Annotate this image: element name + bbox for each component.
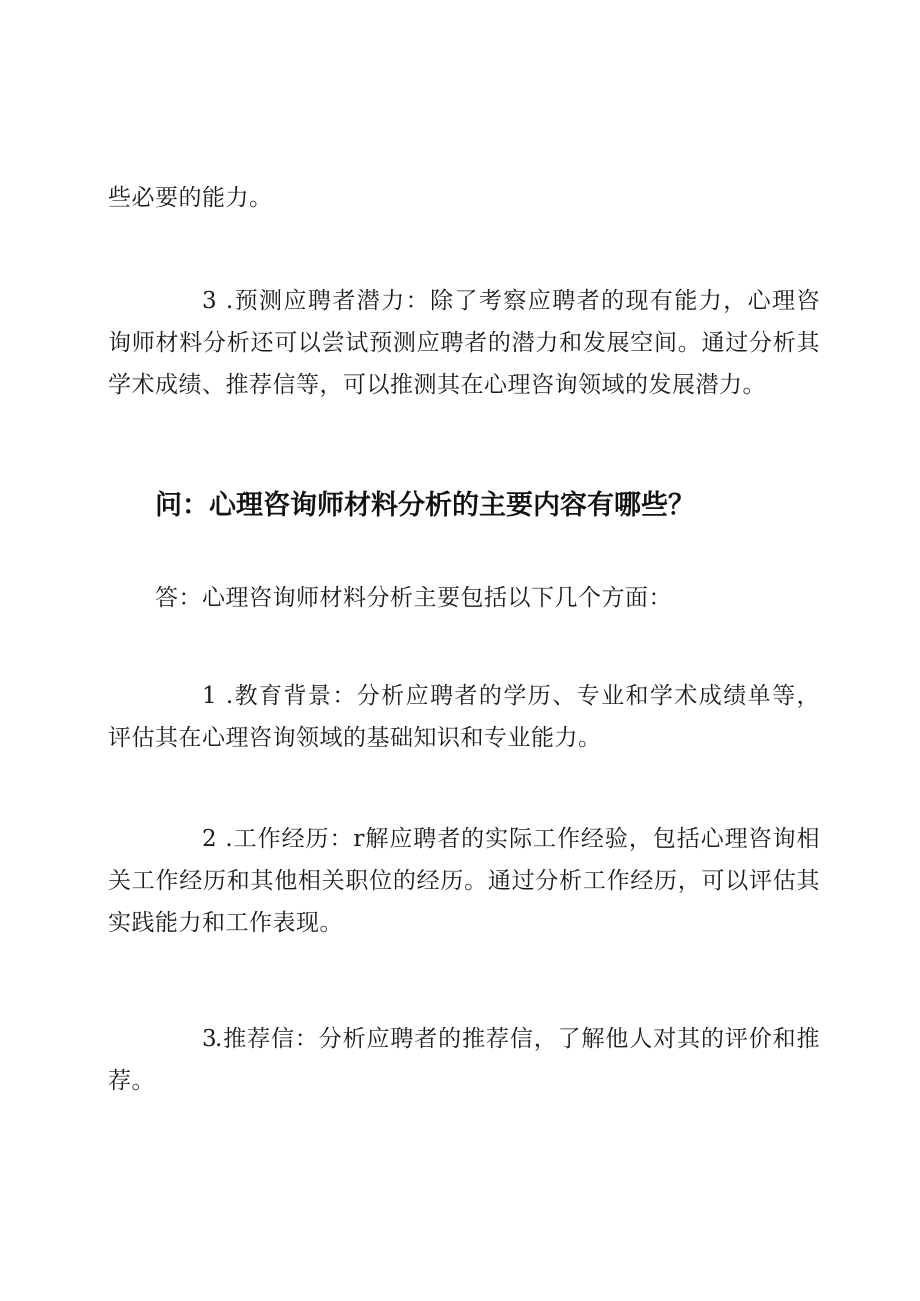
paragraph-text: .工作经历：r解应聘者的实际工作经验，包括心理咨询相关工作经历和其他相关职位的经历。通过分析工作经历，可以评估其实践能力和工作表现。 bbox=[108, 826, 820, 936]
list-number: 2 bbox=[202, 826, 218, 852]
list-item-work-experience bbox=[108, 818, 820, 944]
paragraph-text: 些必要的能力。 bbox=[108, 185, 273, 211]
paragraph-text: .预测应聘者潜力：除了考察应聘者的现有能力，心理咨询师材料分析还可以尝试预测应聘者的潜力和发展空间。通过分析其学术成绩、推荐信等，可以推测其在心理咨询领域的发展潜力。 bbox=[108, 288, 821, 398]
list-item-recommendation bbox=[108, 1018, 820, 1102]
list-number: 3 bbox=[202, 1026, 218, 1052]
paragraph-continuation bbox=[108, 177, 820, 219]
list-item-education bbox=[108, 675, 820, 759]
paragraph-text: .推荐信：分析应聘者的推荐信，了解他人对其的评价和推荐。 bbox=[108, 1026, 820, 1094]
paragraph-potential bbox=[108, 280, 820, 406]
list-number: 3 bbox=[202, 288, 218, 314]
list-number: 1 bbox=[202, 683, 218, 709]
question-heading: 问：心理咨询师材料分析的主要内容有哪些？ bbox=[155, 490, 695, 521]
paragraph-text: 答：心理咨询师材料分析主要包括以下几个方面： bbox=[155, 585, 672, 611]
answer-intro bbox=[108, 577, 820, 619]
paragraph-text: .教育背景：分析应聘者的学历、专业和学术成绩单等，评估其在心理咨询领域的基础知识和专业能力。 bbox=[108, 683, 821, 751]
